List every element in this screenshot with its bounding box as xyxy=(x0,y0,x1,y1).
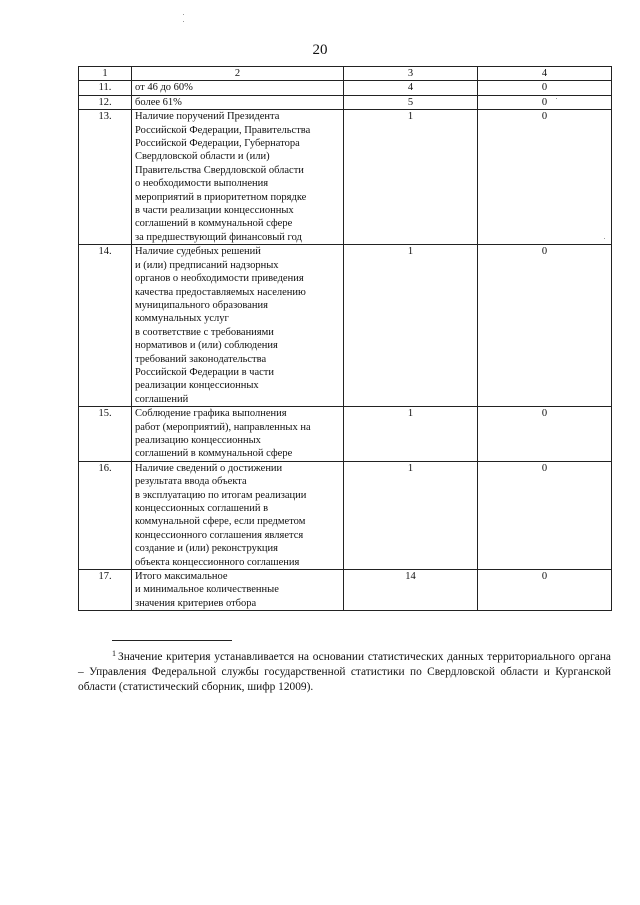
scan-speck xyxy=(183,21,184,22)
max-value: 1 xyxy=(344,407,478,462)
column-header: 1 xyxy=(79,67,132,81)
max-value: 14 xyxy=(344,570,478,611)
footnote-text: Значение критерия устанавливается на основании статистических данных территориального органа – Управления Федеральной службы государственной статистики по Свердловской области и Курганской области (статистический сборник, шифр 12009). xyxy=(78,651,611,693)
scan-speck xyxy=(556,98,557,99)
criterion-name: Соблюдение графика выполнения работ (мероприятий), направленных на реализацию концессионных соглашений в коммунальной сфере xyxy=(132,407,344,462)
row-number: 11. xyxy=(79,81,132,95)
row-number: 16. xyxy=(79,461,132,569)
criterion-name: более 61% xyxy=(132,95,344,109)
scan-speck xyxy=(183,14,184,15)
max-value: 1 xyxy=(344,245,478,407)
min-value: 0 xyxy=(478,407,612,462)
criterion-name: от 46 до 60% xyxy=(132,81,344,95)
min-value: 0 xyxy=(478,245,612,407)
max-value: 5 xyxy=(344,95,478,109)
min-value: 0 xyxy=(478,95,612,109)
table-row xyxy=(79,245,612,407)
min-value: 0 xyxy=(478,110,612,245)
criterion-name: Наличие судебных решений и (или) предписаний надзорных органов о необходимости приведения качества предоставляемых населению муниципального образования коммунальных услуг в соответствие с требованиями нормативов и (или) соблюдения требований законодательства Российской Федерации в части реализации концессионных соглашений xyxy=(132,245,344,407)
max-value: 1 xyxy=(344,461,478,569)
row-number: 14. xyxy=(79,245,132,407)
row-number: 15. xyxy=(79,407,132,462)
column-header: 3 xyxy=(344,67,478,81)
table-row xyxy=(79,81,612,95)
column-header: 4 xyxy=(478,67,612,81)
page-number: 20 xyxy=(312,42,328,58)
criteria-table xyxy=(78,66,612,611)
row-number: 12. xyxy=(79,95,132,109)
criteria-table-body xyxy=(79,67,612,611)
row-number: 17. xyxy=(79,570,132,611)
table-row xyxy=(79,95,612,109)
table-header-row xyxy=(79,67,612,81)
table-row xyxy=(79,570,612,611)
footnote-separator xyxy=(112,640,232,641)
min-value: 0 xyxy=(478,570,612,611)
footnote-marker: 1 xyxy=(112,649,116,658)
min-value: 0 xyxy=(478,81,612,95)
table-row xyxy=(79,461,612,569)
criterion-name: Итого максимальное и минимальное количественные значения критериев отбора xyxy=(132,570,344,611)
max-value: 1 xyxy=(344,110,478,245)
scan-speck xyxy=(604,238,605,239)
column-header: 2 xyxy=(132,67,344,81)
max-value: 4 xyxy=(344,81,478,95)
min-value: 0 xyxy=(478,461,612,569)
criterion-name: Наличие сведений о достижении результата ввода объекта в эксплуатацию по итогам реализации концессионных соглашений в коммунальной сфере, если предметом концессионного соглашения является создание и (или) реконструкция объекта концессионного соглашения xyxy=(132,461,344,569)
row-number: 13. xyxy=(79,110,132,245)
criterion-name: Наличие поручений Президента Российской Федерации, Правительства Российской Федерации, Губернатора Свердловской области и (или) Правительства Свердловской области о необходимости выполнения мероприятий в приоритетном порядке в части реализации концессионных соглашений в коммунальной сфере за предшествующий финансовый год xyxy=(132,110,344,245)
table-row xyxy=(79,407,612,462)
table-row xyxy=(79,110,612,245)
footnote xyxy=(78,646,611,695)
